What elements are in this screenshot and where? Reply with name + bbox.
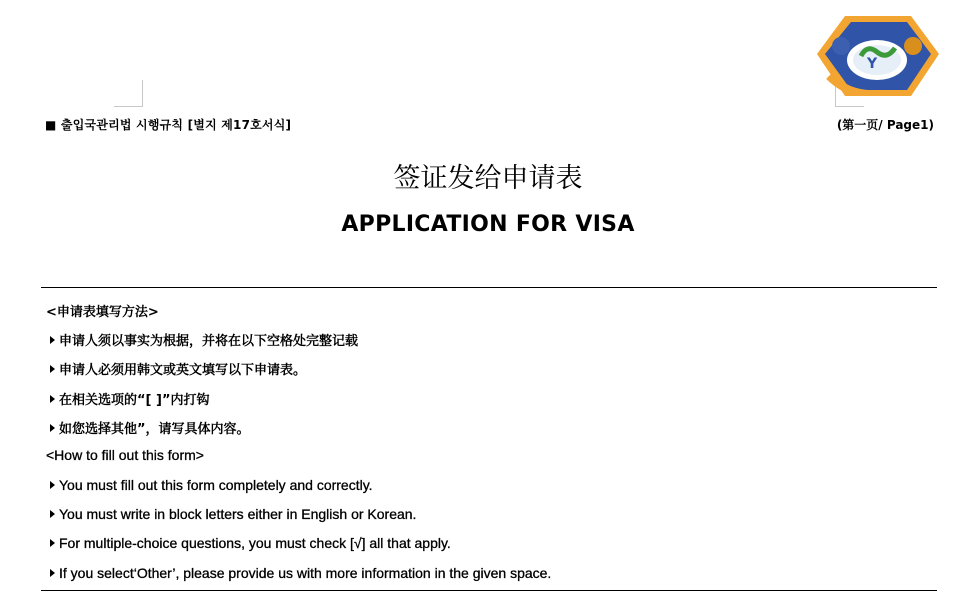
top-rule xyxy=(41,287,937,288)
instruction-en-item: If you select‘Other’, please provide us with more information in the given space. xyxy=(50,565,551,581)
bullet-arrow-icon xyxy=(50,539,55,547)
instruction-cn-item: 在相关选项的“[ ]”内打钩 xyxy=(50,389,210,408)
bullet-arrow-icon xyxy=(50,481,55,489)
instruction-en-item: For multiple-choice questions, you must check [√] all that apply. xyxy=(50,535,451,551)
bullet-arrow-icon xyxy=(50,424,55,432)
instruction-en-item: You must fill out this form completely and correctly. xyxy=(50,477,373,493)
bullet-arrow-icon xyxy=(50,336,55,344)
form-title-chinese: 签证发给申请表 xyxy=(393,163,583,194)
immigration-emblem-icon xyxy=(815,16,939,96)
bullet-arrow-icon xyxy=(50,395,55,403)
bullet-arrow-icon xyxy=(50,365,55,373)
form-title-english: APPLICATION FOR VISA xyxy=(341,212,635,237)
crop-mark-left xyxy=(114,80,143,107)
instruction-cn-item: 如您选择其他”，请写具体内容。 xyxy=(50,418,250,437)
instruction-cn-item: 申请人须以事实为根据，并将在以下空格处完整记载 xyxy=(50,330,358,349)
bottom-rule xyxy=(41,590,937,591)
instruction-cn-item: 申请人必须用韩文或英文填写以下申请表。 xyxy=(50,359,306,378)
bullet-arrow-icon xyxy=(50,510,55,518)
bullet-arrow-icon xyxy=(50,569,55,577)
law-reference: ■ 출입국관리법 시행규칙 [별지 제17호서식] xyxy=(45,118,292,132)
instructions-cn-heading: <申请表填写方法> xyxy=(46,305,159,320)
instruction-en-item: You must write in block letters either in English or Korean. xyxy=(50,506,416,522)
page-number: (第一页/ Page1) xyxy=(836,118,934,132)
svg-text:Y: Y xyxy=(867,56,878,72)
instructions-en-heading: <How to fill out this form> xyxy=(46,447,204,463)
